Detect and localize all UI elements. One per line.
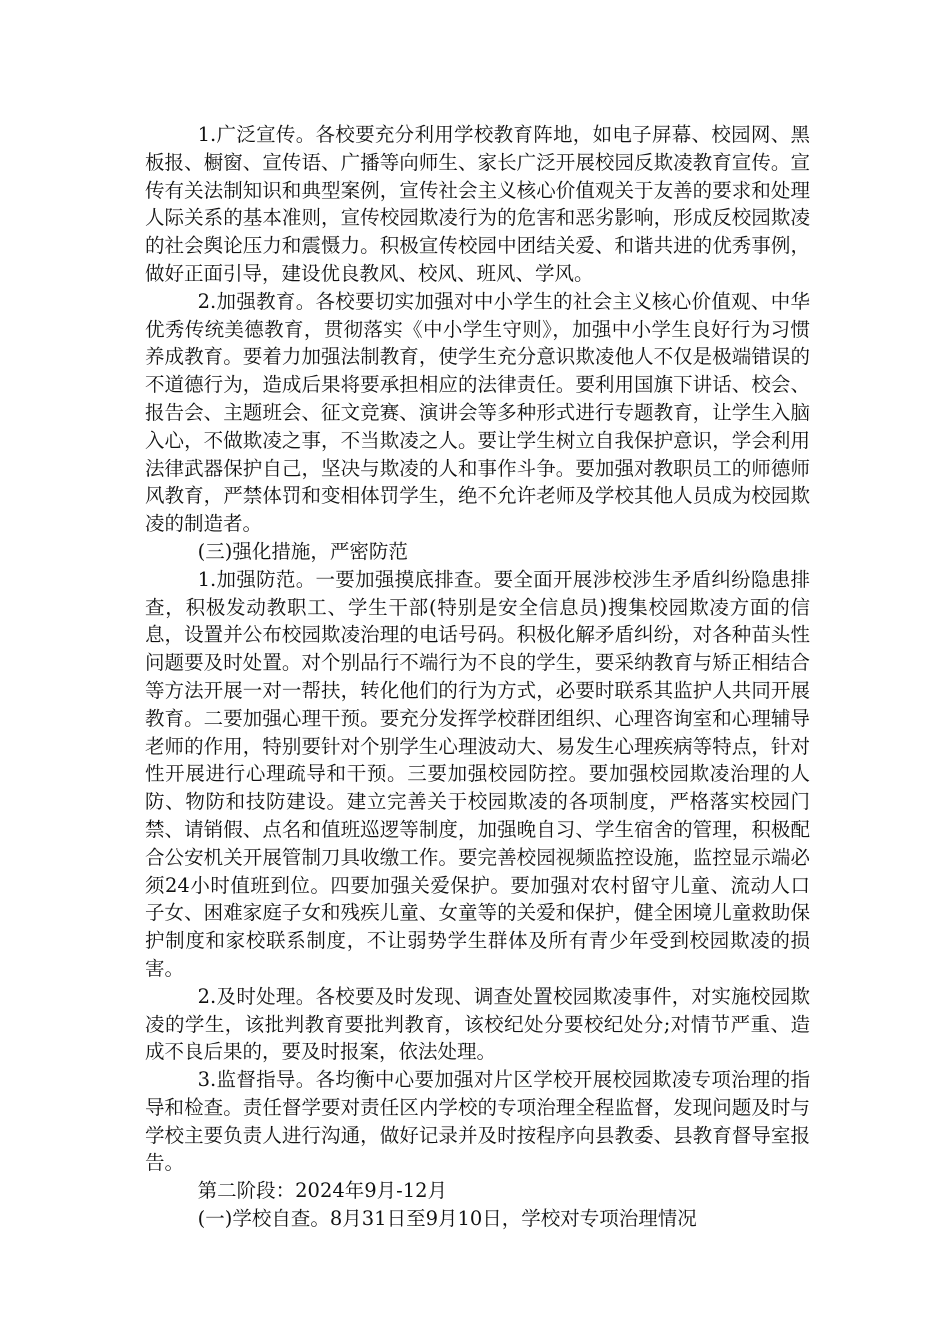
paragraph-supervision: 3.监督指导。各均衡中心要加强对片区学校开展校园欺凌专项治理的指导和检查。责任督学要对责任区内学校的专项治理全程监督，发现问题及时与学校主要负责人进行沟通，做好记录并及时按程序向县教委、县教育督导室报告。 <box>145 1068 810 1175</box>
paragraph-publicity: 1.广泛宣传。各校要充分利用学校教育阵地，如电子屏幕、校园网、黑板报、橱窗、宣传语、广播等向师生、家长广泛开展校园反欺凌教育宣传。宣传有关法制知识和典型案例，宣传社会主义核心价值观关于友善的要求和处理人际关系的基本准则，宣传校园欺凌行为的危害和恶劣影响，形成反校园欺凌的社会舆论压力和震慑力。积极宣传校园中团结关爱、和谐共进的优秀事例，做好正面引导，建设优良教风、校风、班风、学风。 <box>145 123 810 285</box>
stage-two-heading: 第二阶段：2024年9月-12月 <box>197 1179 448 1203</box>
document-body <box>145 121 810 1233</box>
paragraph-education: 2.加强教育。各校要切实加强对中小学生的社会主义核心价值观、中华优秀传统美德教育，贯彻落实《中小学生守则》，加强中小学生良好行为习惯养成教育。要着力加强法制教育，使学生充分意识欺凌他人不仅是极端错误的不道德行为，造成后果将要承担相应的法律责任。要利用国旗下讲话、校会、报告会、主题班会、征文竞赛、演讲会等多种形式进行专题教育，让学生入脑入心，不做欺凌之事，不当欺凌之人。要让学生树立自我保护意识，学会利用法律武器保护自己，坚决与欺凌的人和事作斗争。要加强对教职员工的师德师风教育，严禁体罚和变相体罚学生，绝不允许老师及学校其他人员成为校园欺凌的制造者。 <box>145 289 810 536</box>
section-heading-measures: (三)强化措施，严密防范 <box>197 539 408 563</box>
paragraph-school-self-check: (一)学校自查。8月31日至9月10日，学校对专项治理情况 <box>197 1207 697 1231</box>
paragraph-prevention: 1.加强防范。一要加强摸底排查。要全面开展涉校涉生矛盾纠纷隐患排查，积极发动教职工、学生干部(特别是安全信息员)搜集校园欺凌方面的信息，设置并公布校园欺凌治理的电话号码。积极化解矛盾纠纷，对各种苗头性问题要及时处置。对个别品行不端行为不良的学生，要采纳教育与矫正相结合等方法开展一对一帮扶，转化他们的行为方式，必要时联系其监护人共同开展教育。二要加强心理干预。要充分发挥学校群团组织、心理咨询室和心理辅导老师的作用，特别要针对个别学生心理波动大、易发生心理疾病等特点，针对性开展进行心理疏导和干预。三要加强校园防控。要加强校园欺凌治理的人防、物防和技防建设。建立完善关于校园欺凌的各项制度，严格落实校园门禁、请销假、点名和值班巡逻等制度，加强晚自习、学生宿舍的管理，积极配合公安机关开展管制刀具收缴工作。要完善校园视频监控设施，监控显示端必须24小时值班到位。四要加强关爱保护。要加强对农村留守儿童、流动人口子女、困难家庭子女和残疾儿童、女童等的关爱和保护，健全困境儿童救助保护制度和家校联系制度，不让弱势学生群体及所有青少年受到校园欺凌的损害。 <box>145 567 810 980</box>
paragraph-handling: 2.及时处理。各校要及时发现、调查处置校园欺凌事件，对实施校园欺凌的学生，该批判教育要批判教育，该校纪处分要校纪处分;对情节严重、造成不良后果的，要及时报案，依法处理。 <box>145 984 810 1064</box>
